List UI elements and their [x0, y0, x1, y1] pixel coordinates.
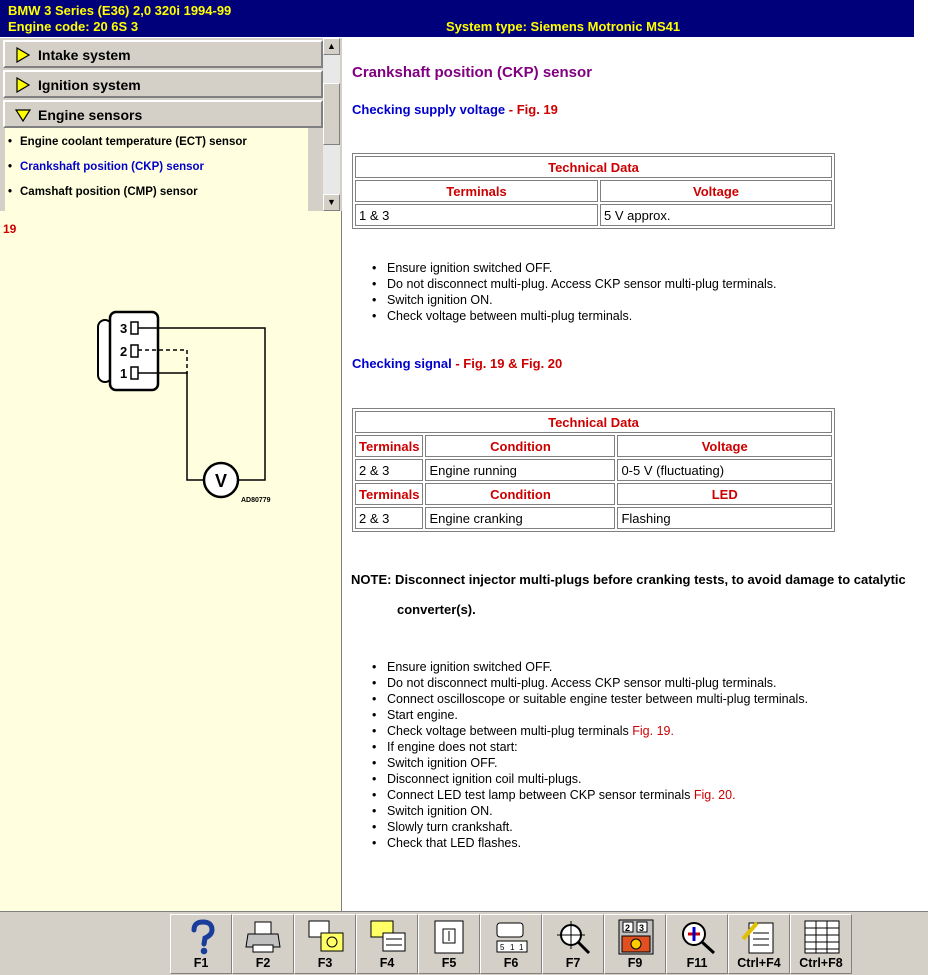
sidebar-scrollbar[interactable] [323, 38, 340, 211]
document-icon [431, 919, 469, 955]
pin-num: 5 [500, 943, 505, 952]
f7-button[interactable] [542, 914, 604, 974]
table-cell: Engine cranking [425, 507, 615, 529]
list-item: • If engine does not start: [387, 739, 808, 755]
list-item: • Ensure ignition switched OFF. [387, 659, 808, 675]
note-line-cont: converter(s). [397, 602, 476, 617]
fig-link[interactable]: Fig. 19 [632, 724, 671, 738]
fig-link[interactable]: Fig. 20 [521, 356, 563, 371]
ctrl-f8-button[interactable] [790, 914, 852, 974]
f9-button[interactable] [604, 914, 666, 974]
arrow-right-icon [15, 77, 31, 93]
list-item: • Do not disconnect multi-plug. Access CKP sensor multi-plug terminals. [387, 276, 777, 292]
pin-2 [131, 345, 138, 357]
notes-icon [741, 919, 779, 955]
steps-supply-voltage [387, 260, 777, 324]
section-label: Intake system [38, 47, 131, 63]
heading-sep: - [505, 102, 517, 117]
col-header: Condition [425, 435, 615, 457]
pin-label-3: 3 [120, 321, 128, 336]
function-key-toolbar [0, 911, 928, 975]
pin-1 [131, 367, 138, 379]
table-icon [803, 919, 841, 955]
note-text [351, 565, 921, 625]
key-label: Ctrl+F4 [737, 956, 781, 970]
list-item: • Disconnect ignition coil multi-plugs. [387, 771, 808, 787]
pin-3 [131, 322, 138, 334]
pin-num: 1 [519, 943, 524, 952]
scroll-down-icon[interactable]: ▼ [323, 194, 340, 211]
fig-link[interactable]: Fig. 19 [516, 102, 558, 117]
arrow-right-icon [15, 47, 31, 63]
table-cell: 5 V approx. [600, 204, 832, 226]
f5-button[interactable] [418, 914, 480, 974]
col-header: LED [617, 483, 832, 505]
list-item [387, 723, 808, 739]
components-icon [307, 919, 345, 955]
pin-num: 2 [625, 923, 631, 933]
heading-checking-signal [352, 356, 562, 371]
engine-code: Engine code: 20 6S 3 [8, 19, 139, 34]
list-item: • Slowly turn crankshaft. [387, 819, 808, 835]
scroll-up-icon[interactable]: ▲ [323, 38, 340, 55]
f4-button[interactable] [356, 914, 418, 974]
heading-text: Checking signal [352, 356, 452, 371]
key-label: F6 [503, 956, 519, 970]
col-header: Terminals [355, 483, 423, 505]
note-line: NOTE: Disconnect injector multi-plugs before cranking tests, to avoid damage to catalytic [351, 572, 906, 587]
fig-link[interactable]: Fig. 19 [463, 356, 505, 371]
magnifier-icon [679, 919, 717, 955]
step-end: . [732, 788, 736, 802]
sidebar-item-ect-sensor[interactable]: • Engine coolant temperature (ECT) sensor [20, 136, 247, 148]
list-item: • Start engine. [387, 707, 808, 723]
voltmeter-label: V [214, 471, 228, 491]
section-engine-sensors[interactable] [3, 100, 323, 128]
content-pane [351, 40, 921, 910]
key-label: F11 [686, 956, 708, 970]
list-item: • Switch ignition OFF. [387, 755, 808, 771]
connector-icon [493, 919, 531, 955]
steps-checking-signal [387, 659, 808, 851]
table-title: Technical Data [355, 411, 832, 433]
led-test-icon [617, 919, 655, 955]
table-cell: 2 & 3 [355, 459, 423, 481]
table-title: Technical Data [355, 156, 832, 178]
col-header: Terminals [355, 435, 423, 457]
col-header: Condition [425, 483, 615, 505]
f1-help-button[interactable] [170, 914, 232, 974]
page-title: Crankshaft position (CKP) sensor [352, 64, 593, 81]
section-ignition-system[interactable] [3, 70, 323, 98]
heading-amp: & [504, 356, 522, 371]
key-label: F9 [627, 956, 643, 970]
engine-sensors-list [5, 128, 308, 211]
tech-data-table-supply [352, 153, 835, 229]
ctrl-f4-button[interactable] [728, 914, 790, 974]
table-cell: 0-5 V (fluctuating) [617, 459, 832, 481]
step-text: Check voltage between multi-plug terminals [387, 724, 633, 738]
tech-data-table-signal [352, 408, 835, 532]
step-text: Connect LED test lamp between CKP sensor terminals [387, 788, 694, 802]
wiring-icon [369, 919, 407, 955]
f11-button[interactable] [666, 914, 728, 974]
section-label: Ignition system [38, 77, 141, 93]
key-label: F4 [379, 956, 395, 970]
heading-sep: - [451, 356, 464, 371]
list-item [387, 787, 808, 803]
list-item: • Switch ignition ON. [387, 803, 808, 819]
figure-ref: AD80779 [241, 497, 271, 504]
f3-button[interactable] [294, 914, 356, 974]
list-item: • Switch ignition ON. [387, 292, 777, 308]
left-panel [0, 38, 342, 911]
key-label: F7 [565, 956, 581, 970]
title-bar [0, 0, 914, 37]
key-label: Ctrl+F8 [799, 956, 843, 970]
scroll-thumb[interactable] [323, 83, 340, 145]
list-item: • Check that LED flashes. [387, 835, 808, 851]
wiring-diagram [90, 306, 290, 506]
table-cell: 2 & 3 [355, 507, 423, 529]
col-header: Voltage [600, 180, 832, 202]
col-header: Terminals [355, 180, 598, 202]
pin-label-2: 2 [120, 344, 128, 359]
heading-text: Checking supply voltage [352, 102, 506, 117]
arrow-down-icon [15, 107, 31, 123]
col-header: Voltage [617, 435, 832, 457]
pin-num: 3 [639, 923, 645, 933]
key-label: F5 [441, 956, 457, 970]
heading-supply-voltage [352, 102, 558, 117]
list-item: • Check voltage between multi-plug terminals. [387, 308, 777, 324]
key-label: F1 [193, 956, 209, 970]
section-intake-system[interactable] [3, 40, 323, 68]
probe-icon [555, 919, 593, 955]
f6-button[interactable] [480, 914, 542, 974]
pin-label-1: 1 [120, 366, 128, 381]
step-end: . [670, 724, 674, 738]
vehicle-title: BMW 3 Series (E36) 2,0 320i 1994-99 [8, 3, 232, 18]
table-cell: Engine running [425, 459, 615, 481]
table-cell: 1 & 3 [355, 204, 598, 226]
pin-num: 1 [510, 943, 515, 952]
figure-number: 19 [3, 222, 17, 236]
table-cell: Flashing [617, 507, 832, 529]
list-item: • Connect oscilloscope or suitable engine tester between multi-plug terminals. [387, 691, 808, 707]
key-label: F3 [317, 956, 333, 970]
question-mark-icon [183, 919, 221, 955]
printer-icon [245, 919, 283, 955]
sidebar-item-cmp-sensor[interactable]: • Camshaft position (CMP) sensor [20, 186, 198, 198]
section-menu [0, 38, 342, 211]
system-type: System type: Siemens Motronic MS41 [446, 19, 681, 34]
list-item: • Do not disconnect multi-plug. Access CKP sensor multi-plug terminals. [387, 675, 808, 691]
key-label: F2 [255, 956, 271, 970]
sidebar-item-ckp-sensor[interactable]: • Crankshaft position (CKP) sensor [20, 161, 204, 173]
list-item: • Ensure ignition switched OFF. [387, 260, 777, 276]
fig-link[interactable]: Fig. 20 [693, 788, 733, 802]
section-label: Engine sensors [38, 107, 143, 123]
f2-print-button[interactable] [232, 914, 294, 974]
